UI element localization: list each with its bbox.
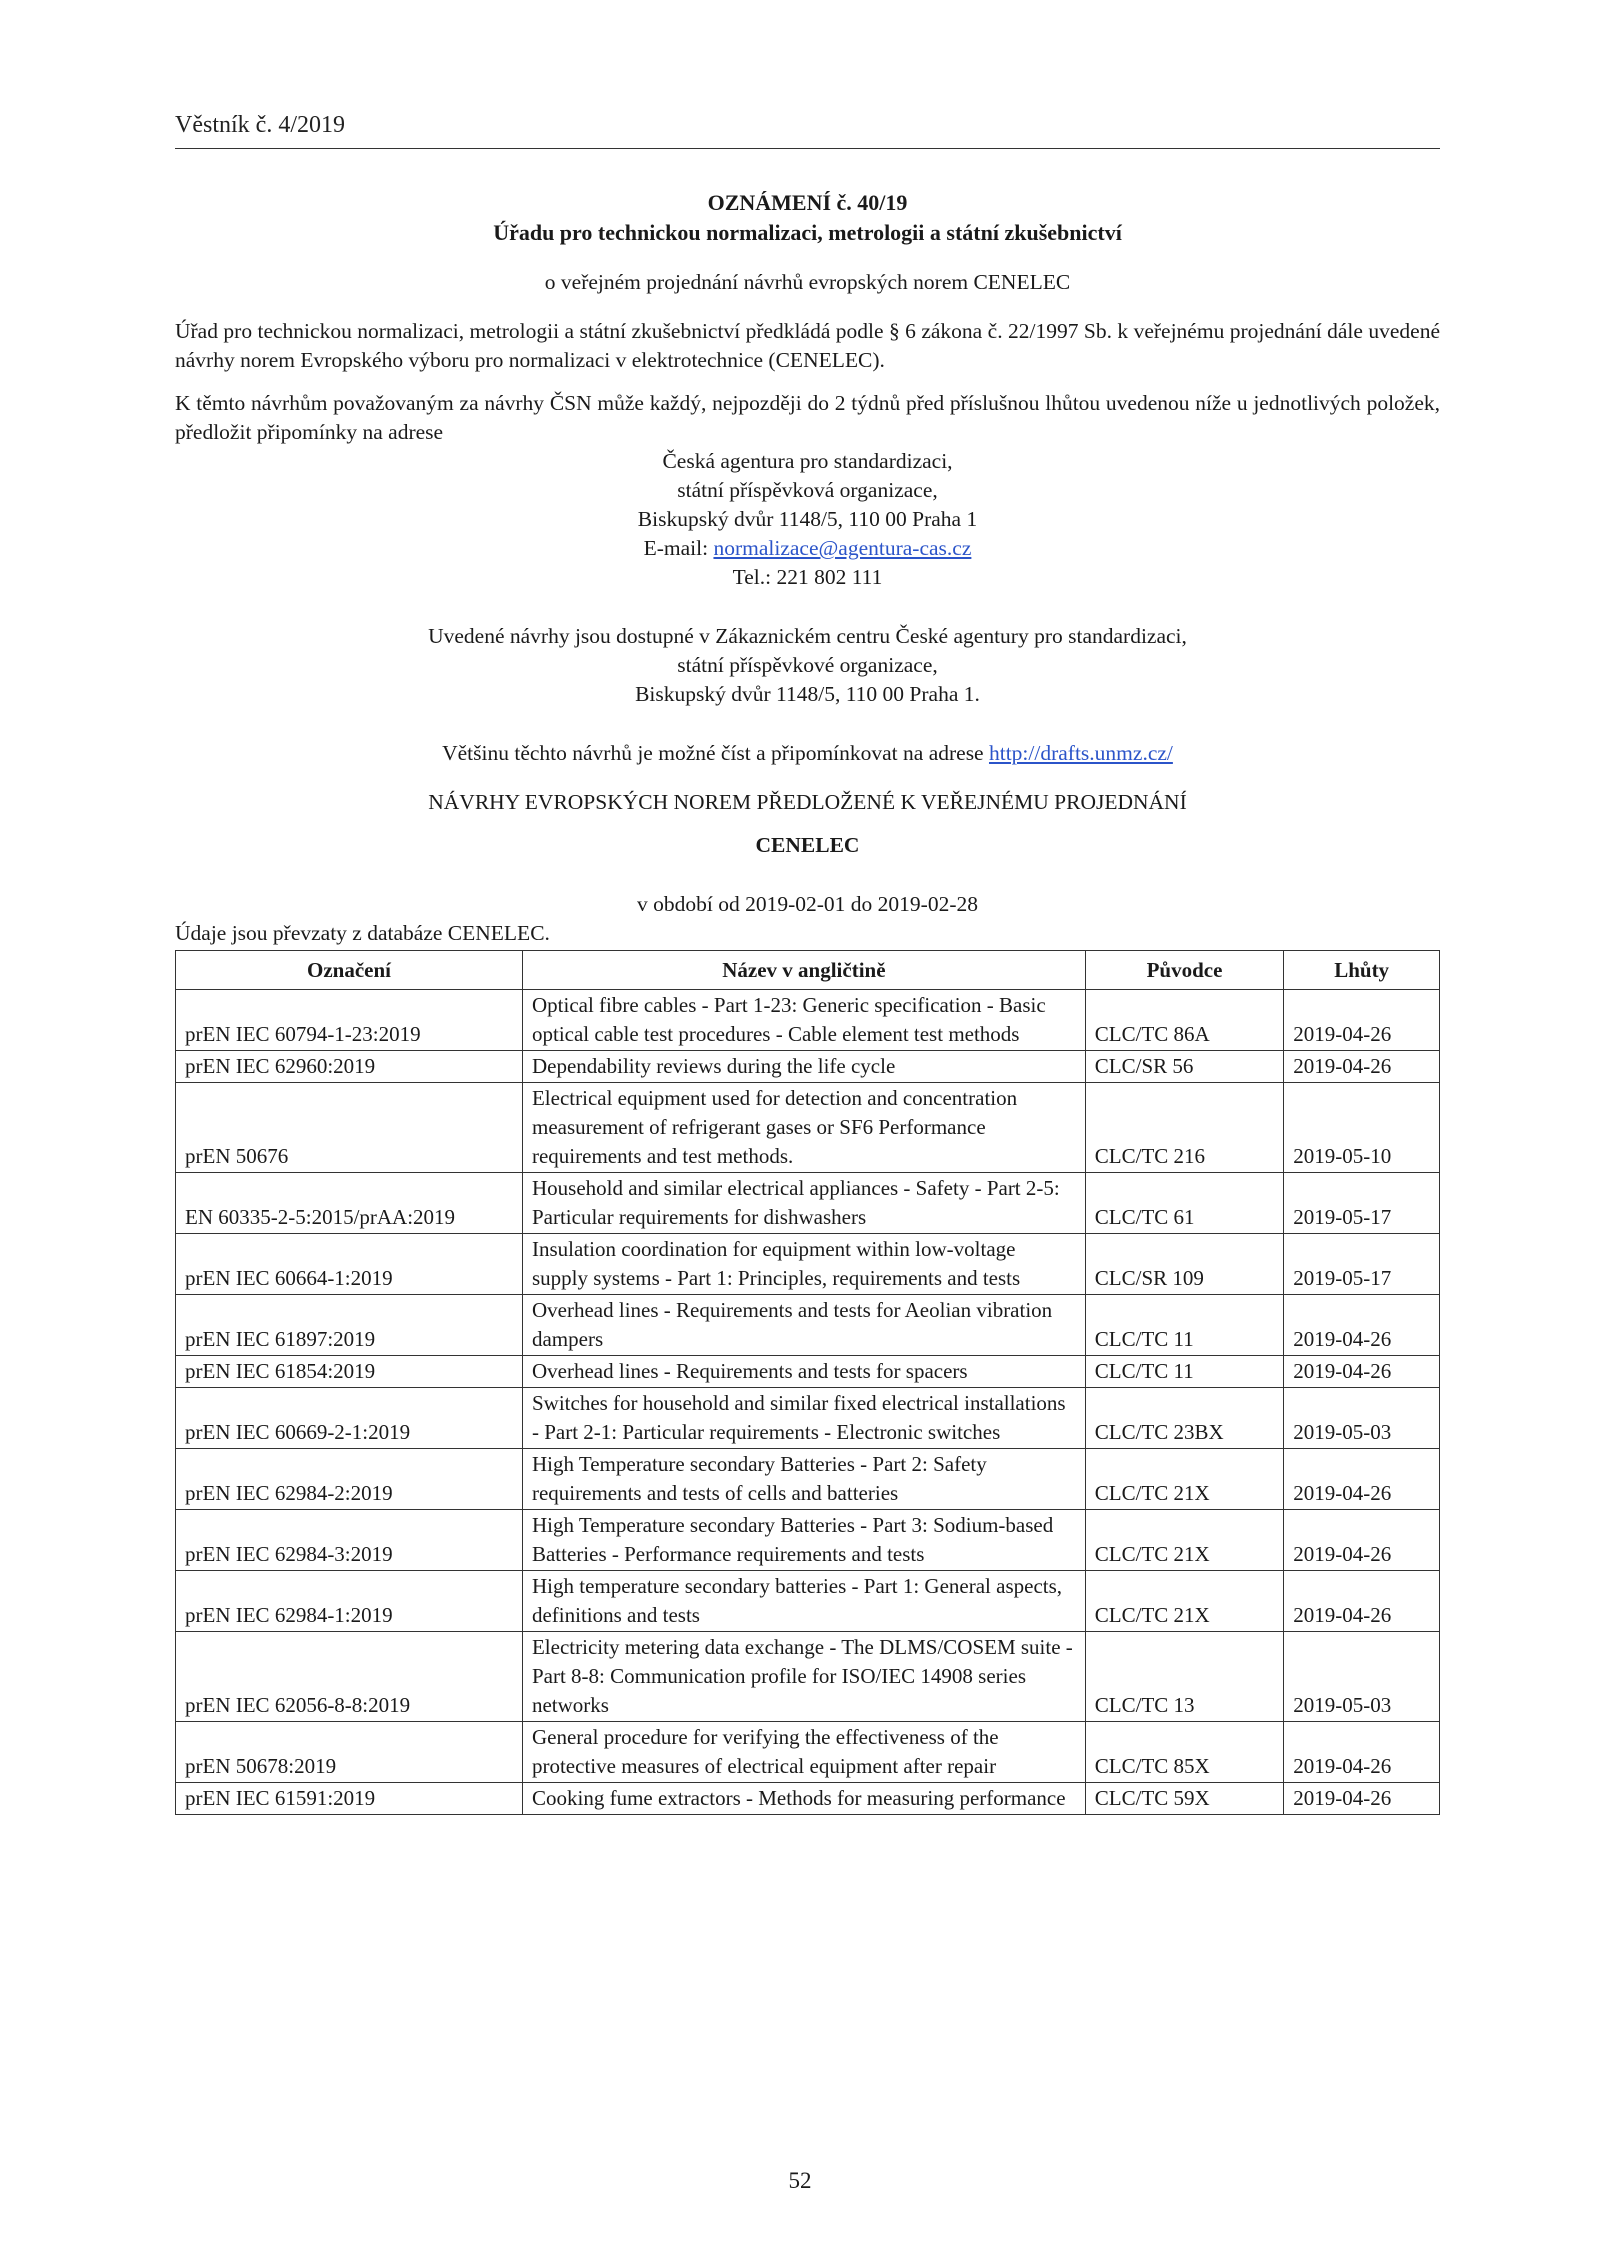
notice-authority: Úřadu pro technickou normalizaci, metrologii a státní zkušebnictví bbox=[493, 220, 1122, 245]
cell-deadline: 2019-04-26 bbox=[1284, 990, 1440, 1051]
page-number: 52 bbox=[788, 2168, 812, 2193]
email-label: E-mail: bbox=[643, 536, 714, 560]
cell-originator: CLC/TC 23BX bbox=[1085, 1388, 1284, 1449]
address-line-3: Biskupský dvůr 1148/5, 110 00 Praha 1 bbox=[637, 507, 978, 531]
cell-name: High Temperature secondary Batteries - Part 3: Sodium-based Batteries - Performance requirements and tests bbox=[522, 1510, 1085, 1571]
availability-block bbox=[175, 622, 1440, 709]
availability-line-3: Biskupský dvůr 1148/5, 110 00 Praha 1. bbox=[635, 682, 980, 706]
cell-deadline: 2019-04-26 bbox=[1284, 1783, 1440, 1815]
table-row bbox=[176, 1295, 1440, 1356]
cell-deadline: 2019-04-26 bbox=[1284, 1051, 1440, 1083]
cell-name: Insulation coordination for equipment within low-voltage supply systems - Part 1: Principles, requirements and tests bbox=[522, 1234, 1085, 1295]
cell-originator: CLC/SR 109 bbox=[1085, 1234, 1284, 1295]
availability-line-2: státní příspěvkové organizace, bbox=[677, 653, 938, 677]
cell-code: prEN IEC 62984-2:2019 bbox=[176, 1449, 523, 1510]
cell-deadline: 2019-04-26 bbox=[1284, 1722, 1440, 1783]
cell-name: Switches for household and similar fixed electrical installations - Part 2-1: Particular requirements - Electronic switches bbox=[522, 1388, 1085, 1449]
email-line bbox=[175, 534, 1440, 563]
table-row bbox=[176, 1783, 1440, 1815]
cell-code: prEN IEC 61591:2019 bbox=[176, 1783, 523, 1815]
cell-code: prEN IEC 61897:2019 bbox=[176, 1295, 523, 1356]
table-row bbox=[176, 1083, 1440, 1173]
cell-deadline: 2019-04-26 bbox=[1284, 1510, 1440, 1571]
page-header bbox=[175, 110, 1440, 149]
table-row bbox=[176, 1234, 1440, 1295]
cell-deadline: 2019-05-10 bbox=[1284, 1083, 1440, 1173]
cell-name: General procedure for verifying the effectiveness of the protective measures of electrical equipment after repair bbox=[522, 1722, 1085, 1783]
section-heading: NÁVRHY EVROPSKÝCH NOREM PŘEDLOŽENÉ K VEŘEJNÉMU PROJEDNÁNÍ bbox=[428, 790, 1187, 814]
cell-code: prEN IEC 62984-1:2019 bbox=[176, 1571, 523, 1632]
norms-table bbox=[175, 950, 1440, 1815]
cell-originator: CLC/TC 59X bbox=[1085, 1783, 1284, 1815]
notice-title: OZNÁMENÍ č. 40/19 bbox=[707, 190, 908, 215]
column-header-deadline: Lhůty bbox=[1284, 951, 1440, 990]
cell-originator: CLC/TC 11 bbox=[1085, 1295, 1284, 1356]
cell-deadline: 2019-04-26 bbox=[1284, 1571, 1440, 1632]
email-link[interactable]: normalizace@agentura-cas.cz bbox=[713, 536, 972, 560]
address-line-1: Česká agentura pro standardizaci, bbox=[662, 449, 953, 473]
notice-subject: o veřejném projednání návrhů evropských norem CENELEC bbox=[544, 270, 1071, 294]
table-row bbox=[176, 1356, 1440, 1388]
table-row bbox=[176, 1510, 1440, 1571]
cell-code: prEN 50676 bbox=[176, 1083, 523, 1173]
cell-code: prEN IEC 62960:2019 bbox=[176, 1051, 523, 1083]
cell-originator: CLC/TC 216 bbox=[1085, 1083, 1284, 1173]
cell-code: prEN IEC 60794-1-23:2019 bbox=[176, 990, 523, 1051]
online-line bbox=[175, 739, 1440, 768]
cell-name: Electrical equipment used for detection and concentration measurement of refrigerant gases or SF6 Performance requirements and test methods. bbox=[522, 1083, 1085, 1173]
column-header-name: Název v angličtině bbox=[522, 951, 1085, 990]
cell-name: Overhead lines - Requirements and tests for spacers bbox=[522, 1356, 1085, 1388]
column-header-originator: Původce bbox=[1085, 951, 1284, 990]
cell-name: Household and similar electrical appliances - Safety - Part 2-5: Particular requirements for dishwashers bbox=[522, 1173, 1085, 1234]
cell-originator: CLC/TC 21X bbox=[1085, 1449, 1284, 1510]
cell-code: prEN IEC 60669-2-1:2019 bbox=[176, 1388, 523, 1449]
cell-originator: CLC/SR 56 bbox=[1085, 1051, 1284, 1083]
cell-code: prEN IEC 60664-1:2019 bbox=[176, 1234, 523, 1295]
table-row bbox=[176, 1388, 1440, 1449]
cell-originator: CLC/TC 21X bbox=[1085, 1571, 1284, 1632]
table-row bbox=[176, 1571, 1440, 1632]
drafts-link[interactable]: http://drafts.unmz.cz/ bbox=[988, 741, 1173, 765]
table-row bbox=[176, 990, 1440, 1051]
cell-code: prEN IEC 62984-3:2019 bbox=[176, 1510, 523, 1571]
page-content bbox=[175, 188, 1440, 1815]
cell-deadline: 2019-05-03 bbox=[1284, 1388, 1440, 1449]
journal-issue: Věstník č. 4/2019 bbox=[175, 112, 345, 138]
table-row bbox=[176, 1722, 1440, 1783]
cell-code: prEN IEC 61854:2019 bbox=[176, 1356, 523, 1388]
cell-originator: CLC/TC 11 bbox=[1085, 1356, 1284, 1388]
cell-originator: CLC/TC 85X bbox=[1085, 1722, 1284, 1783]
cell-originator: CLC/TC 61 bbox=[1085, 1173, 1284, 1234]
cell-name: Dependability reviews during the life cycle bbox=[522, 1051, 1085, 1083]
address-line-2: státní příspěvková organizace, bbox=[677, 478, 938, 502]
section-organization: CENELEC bbox=[755, 833, 860, 857]
phone-line: Tel.: 221 802 111 bbox=[732, 565, 883, 589]
online-text: Většinu těchto návrhů je možné číst a připomínkovat na adrese bbox=[442, 741, 989, 765]
submission-address bbox=[175, 447, 1440, 592]
table-row bbox=[176, 1051, 1440, 1083]
cell-code: EN 60335-2-5:2015/prAA:2019 bbox=[176, 1173, 523, 1234]
cell-originator: CLC/TC 86A bbox=[1085, 990, 1284, 1051]
cell-name: Optical fibre cables - Part 1-23: Generic specification - Basic optical cable test procedures - Cable element test methods bbox=[522, 990, 1085, 1051]
intro-paragraph: Úřad pro technickou normalizaci, metrologii a státní zkušebnictví předkládá podle § 6 zákona č. 22/1997 Sb. k veřejnému projednání dále uvedené návrhy norem Evropského výboru pro normalizaci v elektrotechnice (CENELEC). bbox=[175, 319, 1440, 372]
cell-deadline: 2019-05-17 bbox=[1284, 1234, 1440, 1295]
cell-name: Cooking fume extractors - Methods for measuring performance bbox=[522, 1783, 1085, 1815]
table-row bbox=[176, 1173, 1440, 1234]
table-row bbox=[176, 1449, 1440, 1510]
cell-originator: CLC/TC 13 bbox=[1085, 1632, 1284, 1722]
cell-name: Overhead lines - Requirements and tests for Aeolian vibration dampers bbox=[522, 1295, 1085, 1356]
cell-code: prEN IEC 62056-8-8:2019 bbox=[176, 1632, 523, 1722]
cell-deadline: 2019-04-26 bbox=[1284, 1449, 1440, 1510]
cell-deadline: 2019-04-26 bbox=[1284, 1295, 1440, 1356]
table-header-row bbox=[176, 951, 1440, 990]
availability-line-1: Uvedené návrhy jsou dostupné v Zákaznickém centru České agentury pro standardizaci, bbox=[428, 624, 1187, 648]
cell-code: prEN 50678:2019 bbox=[176, 1722, 523, 1783]
source-note: Údaje jsou převzaty z databáze CENELEC. bbox=[175, 921, 550, 945]
cell-name: Electricity metering data exchange - The DLMS/COSEM suite - Part 8-8: Communication profile for ISO/IEC 14908 series networks bbox=[522, 1632, 1085, 1722]
table-row bbox=[176, 1632, 1440, 1722]
cell-originator: CLC/TC 21X bbox=[1085, 1510, 1284, 1571]
cell-deadline: 2019-04-26 bbox=[1284, 1356, 1440, 1388]
column-header-code: Označení bbox=[176, 951, 523, 990]
cell-name: High temperature secondary batteries - Part 1: General aspects, definitions and tests bbox=[522, 1571, 1085, 1632]
cell-deadline: 2019-05-03 bbox=[1284, 1632, 1440, 1722]
cell-deadline: 2019-05-17 bbox=[1284, 1173, 1440, 1234]
comments-paragraph: K těmto návrhům považovaným za návrhy ČSN může každý, nejpozději do 2 týdnů před příslušnou lhůtou uvedenou níže u jednotlivých položek, předložit připomínky na adrese bbox=[175, 391, 1440, 444]
section-period: v období od 2019-02-01 do 2019-02-28 bbox=[637, 892, 978, 916]
cell-name: High Temperature secondary Batteries - Part 2: Safety requirements and tests of cells and batteries bbox=[522, 1449, 1085, 1510]
